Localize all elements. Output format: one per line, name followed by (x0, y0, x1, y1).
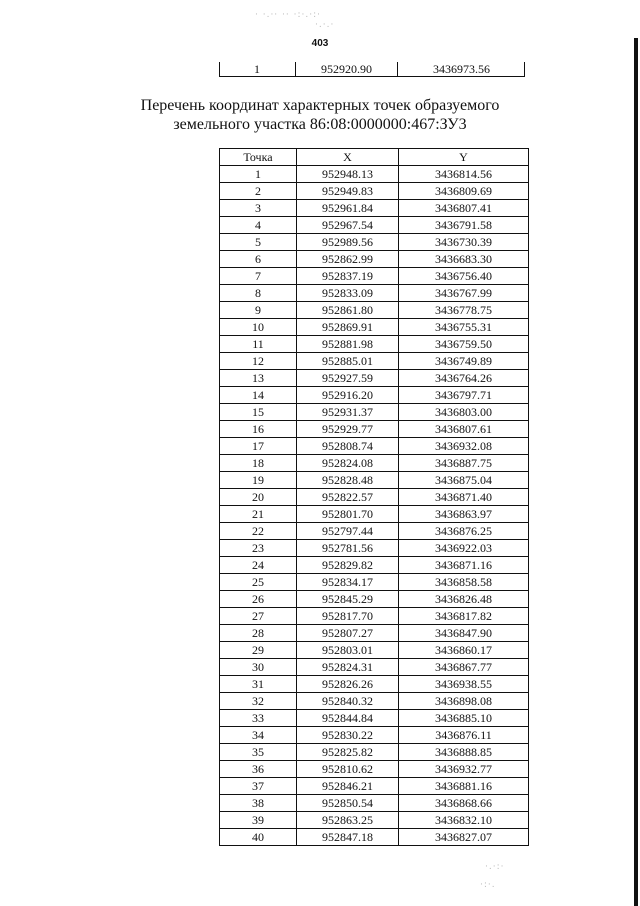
cell-point: 18 (220, 455, 297, 472)
cell-x: 952885.01 (297, 353, 399, 370)
cell-x: 952830.22 (297, 727, 399, 744)
cell-point: 5 (220, 234, 297, 251)
table-row (220, 710, 529, 727)
table-row (220, 659, 529, 676)
cell-point: 2 (220, 183, 297, 200)
table-header-row (220, 149, 529, 166)
cell-x: 952810.62 (297, 761, 399, 778)
scan-noise-bottom-2: ·:·. (480, 880, 496, 890)
cont-y: 3436973.56 (433, 62, 490, 76)
table-row (220, 404, 529, 421)
continuation-row (219, 62, 525, 77)
cell-x: 952829.82 (297, 557, 399, 574)
table-row (220, 200, 529, 217)
cell-point: 10 (220, 319, 297, 336)
cell-point: 7 (220, 268, 297, 285)
cell-point: 32 (220, 693, 297, 710)
cell-x: 952837.19 (297, 268, 399, 285)
cell-point: 9 (220, 302, 297, 319)
header-point: Точка (220, 149, 297, 166)
cell-y: 3436887.75 (399, 455, 529, 472)
cell-x: 952929.77 (297, 421, 399, 438)
cell-x: 952861.80 (297, 302, 399, 319)
page-edge-line (634, 38, 638, 906)
cell-point: 1 (220, 166, 297, 183)
table-row (220, 268, 529, 285)
cell-point: 23 (220, 540, 297, 557)
cell-point: 36 (220, 761, 297, 778)
table-row (220, 693, 529, 710)
table-row (220, 302, 529, 319)
cell-y: 3436807.61 (399, 421, 529, 438)
cell-y: 3436803.00 (399, 404, 529, 421)
cell-point: 35 (220, 744, 297, 761)
cell-y: 3436867.77 (399, 659, 529, 676)
table-row (220, 540, 529, 557)
cell-x: 952931.37 (297, 404, 399, 421)
table-row (220, 336, 529, 353)
cell-point: 15 (220, 404, 297, 421)
table-row (220, 421, 529, 438)
cell-point: 20 (220, 489, 297, 506)
cell-x: 952833.09 (297, 285, 399, 302)
cell-x: 952989.56 (297, 234, 399, 251)
cell-point: 19 (220, 472, 297, 489)
cell-point: 34 (220, 727, 297, 744)
cell-x: 952803.01 (297, 642, 399, 659)
cell-point: 31 (220, 676, 297, 693)
cell-x: 952869.91 (297, 319, 399, 336)
cell-point: 27 (220, 608, 297, 625)
table-row (220, 455, 529, 472)
header-x: X (297, 149, 399, 166)
cell-y: 3436827.07 (399, 829, 529, 846)
cell-x: 952797.44 (297, 523, 399, 540)
cell-point: 11 (220, 336, 297, 353)
table-row (220, 387, 529, 404)
cell-y: 3436938.55 (399, 676, 529, 693)
cell-x: 952927.59 (297, 370, 399, 387)
cell-point: 12 (220, 353, 297, 370)
cell-y: 3436764.26 (399, 370, 529, 387)
table-row (220, 829, 529, 846)
cell-x: 952846.21 (297, 778, 399, 795)
cell-x: 952916.20 (297, 387, 399, 404)
cell-x: 952808.74 (297, 438, 399, 455)
scan-noise-bottom: ·.·:· (485, 862, 505, 872)
scan-noise-top: · ·.·· ·· ·:·.·:· (255, 10, 321, 20)
cell-x: 952844.84 (297, 710, 399, 727)
cell-x: 952801.70 (297, 506, 399, 523)
cell-x: 952826.26 (297, 676, 399, 693)
cell-y: 3436898.08 (399, 693, 529, 710)
cell-y: 3436932.08 (399, 438, 529, 455)
cell-point: 16 (220, 421, 297, 438)
table-row (220, 217, 529, 234)
table-row (220, 676, 529, 693)
table-row (220, 608, 529, 625)
table-row (220, 625, 529, 642)
cell-y: 3436809.69 (399, 183, 529, 200)
cell-x: 952824.31 (297, 659, 399, 676)
cell-point: 8 (220, 285, 297, 302)
cell-point: 33 (220, 710, 297, 727)
table-row (220, 642, 529, 659)
cell-point: 21 (220, 506, 297, 523)
cell-point: 26 (220, 591, 297, 608)
cell-y: 3436888.85 (399, 744, 529, 761)
cell-x: 952834.17 (297, 574, 399, 591)
cont-x: 952920.90 (321, 62, 372, 76)
cell-x: 952862.99 (297, 251, 399, 268)
cell-y: 3436791.58 (399, 217, 529, 234)
cell-y: 3436756.40 (399, 268, 529, 285)
cell-y: 3436683.30 (399, 251, 529, 268)
cell-point: 25 (220, 574, 297, 591)
cell-point: 38 (220, 795, 297, 812)
table-row (220, 523, 529, 540)
cell-y: 3436858.58 (399, 574, 529, 591)
table-row (220, 353, 529, 370)
cell-x: 952845.29 (297, 591, 399, 608)
cell-point: 14 (220, 387, 297, 404)
title-line-2: земельного участка 86:08:0000000:467:ЗУ3 (173, 116, 467, 133)
cell-point: 40 (220, 829, 297, 846)
cont-point: 1 (254, 62, 260, 76)
table-row (220, 489, 529, 506)
cell-x: 952863.25 (297, 812, 399, 829)
table-row (220, 574, 529, 591)
cont-right-line (524, 62, 525, 77)
cell-x: 952840.32 (297, 693, 399, 710)
table-row (220, 319, 529, 336)
cell-y: 3436817.82 (399, 608, 529, 625)
cell-x: 952807.27 (297, 625, 399, 642)
table-row (220, 761, 529, 778)
cell-point: 30 (220, 659, 297, 676)
table-row (220, 472, 529, 489)
cell-x: 952881.98 (297, 336, 399, 353)
cell-y: 3436871.16 (399, 557, 529, 574)
cell-y: 3436922.03 (399, 540, 529, 557)
cell-y: 3436778.75 (399, 302, 529, 319)
cell-y: 3436876.25 (399, 523, 529, 540)
cell-y: 3436826.48 (399, 591, 529, 608)
cell-y: 3436832.10 (399, 812, 529, 829)
cell-y: 3436814.56 (399, 166, 529, 183)
cell-y: 3436885.10 (399, 710, 529, 727)
table-row (220, 370, 529, 387)
cell-point: 3 (220, 200, 297, 217)
cell-y: 3436863.97 (399, 506, 529, 523)
cell-x: 952781.56 (297, 540, 399, 557)
cell-y: 3436876.11 (399, 727, 529, 744)
table-row (220, 251, 529, 268)
cell-y: 3436881.16 (399, 778, 529, 795)
title-line-1: Перечень координат характерных точек образуемого (140, 97, 500, 114)
cell-point: 29 (220, 642, 297, 659)
table-row (220, 812, 529, 829)
cell-x: 952825.82 (297, 744, 399, 761)
cell-y: 3436871.40 (399, 489, 529, 506)
cell-x: 952824.08 (297, 455, 399, 472)
cell-x: 952961.84 (297, 200, 399, 217)
coordinates-table (219, 148, 529, 846)
cell-point: 28 (220, 625, 297, 642)
cell-x: 952949.83 (297, 183, 399, 200)
table-row (220, 795, 529, 812)
table-row (220, 778, 529, 795)
scan-noise-top-2: ·.·.· (315, 20, 335, 30)
table-row (220, 183, 529, 200)
page-number: 403 (311, 38, 329, 49)
cell-y: 3436749.89 (399, 353, 529, 370)
table-row (220, 591, 529, 608)
cell-y: 3436755.31 (399, 319, 529, 336)
table-row (220, 744, 529, 761)
cell-point: 24 (220, 557, 297, 574)
cell-y: 3436932.77 (399, 761, 529, 778)
cell-x: 952967.54 (297, 217, 399, 234)
cell-y: 3436797.71 (399, 387, 529, 404)
table-body (220, 166, 529, 846)
cell-y: 3436868.66 (399, 795, 529, 812)
cell-y: 3436847.90 (399, 625, 529, 642)
table-row (220, 506, 529, 523)
cell-y: 3436860.17 (399, 642, 529, 659)
cell-y: 3436759.50 (399, 336, 529, 353)
cell-y: 3436730.39 (399, 234, 529, 251)
header-y: Y (399, 149, 529, 166)
cell-y: 3436767.99 (399, 285, 529, 302)
cell-x: 952850.54 (297, 795, 399, 812)
table-row (220, 438, 529, 455)
cell-point: 6 (220, 251, 297, 268)
table-row (220, 727, 529, 744)
document-title (120, 96, 520, 134)
cell-point: 39 (220, 812, 297, 829)
cell-x: 952822.57 (297, 489, 399, 506)
cell-point: 13 (220, 370, 297, 387)
cell-y: 3436807.41 (399, 200, 529, 217)
cell-x: 952847.18 (297, 829, 399, 846)
cell-point: 17 (220, 438, 297, 455)
cell-point: 22 (220, 523, 297, 540)
cell-y: 3436875.04 (399, 472, 529, 489)
cell-x: 952948.13 (297, 166, 399, 183)
table-row (220, 234, 529, 251)
cell-point: 4 (220, 217, 297, 234)
table-row (220, 166, 529, 183)
table-row (220, 557, 529, 574)
cell-x: 952817.70 (297, 608, 399, 625)
table-row (220, 285, 529, 302)
cell-x: 952828.48 (297, 472, 399, 489)
cell-point: 37 (220, 778, 297, 795)
